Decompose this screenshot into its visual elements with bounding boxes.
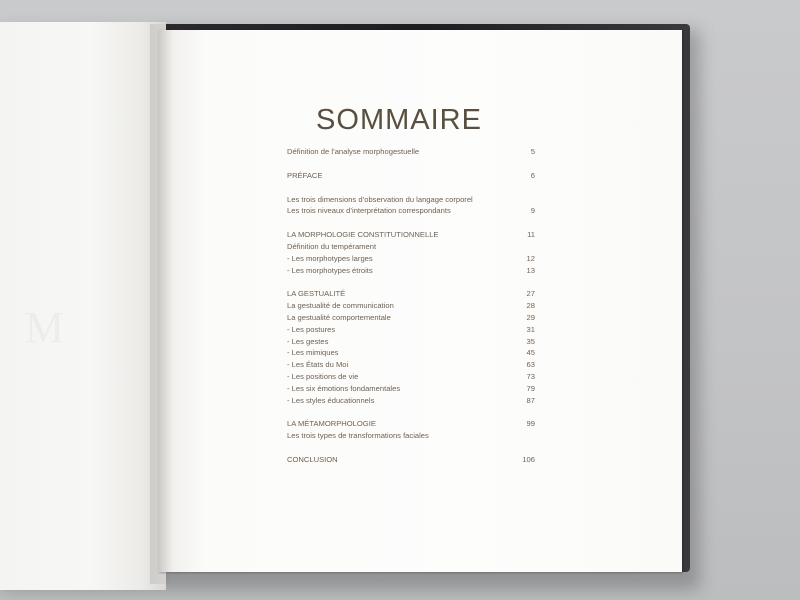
toc-entry-page: 79: [526, 383, 535, 393]
toc-entry-page: 5: [530, 147, 535, 156]
toc-entry-label: LA GESTUALITÉ: [287, 289, 346, 299]
toc-group-spacer: [287, 406, 535, 418]
toc-entry: [287, 371, 535, 383]
toc-entry-page: 99: [526, 419, 535, 429]
toc-entry-page: 63: [526, 360, 535, 370]
toc-entry-page: 12: [526, 253, 535, 263]
toc-entry-label: Les trois niveaux d’interprétation correspondants: [287, 206, 451, 216]
toc-entry-label: PRÉFACE: [287, 170, 323, 180]
toc-entry-page: 87: [526, 395, 535, 405]
toc-entry: [287, 265, 535, 277]
toc-group-spacer: [287, 158, 535, 170]
toc-entry-page: [519, 241, 535, 253]
toc-entry-label: - Les positions de vie: [287, 371, 359, 381]
toc-entry-page: 13: [526, 265, 535, 275]
toc-entry: [287, 336, 535, 348]
toc-entry-page: 73: [526, 371, 535, 381]
toc-entry-label: - Les mimiques: [287, 348, 339, 358]
toc-title: SOMMAIRE: [316, 104, 482, 136]
toc-entry: [287, 300, 535, 312]
toc-entry-page: 28: [526, 301, 535, 311]
toc-entry: [287, 324, 535, 336]
toc-entry-page: 6: [530, 170, 535, 180]
toc-entry-page: 29: [526, 312, 535, 322]
toc-entry: [287, 229, 535, 241]
toc-entry-label: Définition du tempérament: [287, 241, 377, 251]
toc-entry-label: CONCLUSION: [287, 454, 338, 464]
table-of-contents: [287, 146, 535, 466]
toc-entry-label: - Les postures: [287, 324, 336, 334]
toc-group-spacer: [287, 182, 535, 194]
toc-entry-label: LA MÉTAMORPHOLOGIE: [287, 419, 376, 429]
toc-entry-label: - Les six émotions fondamentales: [287, 383, 401, 393]
show-through-mark: [25, 302, 66, 353]
toc-entry-page: [519, 194, 535, 206]
toc-entry-label: Les trois types de transformations faciales: [287, 431, 429, 441]
toc-entry: [287, 418, 535, 430]
toc-group-spacer: [287, 442, 535, 454]
toc-entry-page: 9: [530, 206, 535, 216]
toc-entry-label: LA MORPHOLOGIE CONSTITUTIONNELLE: [287, 230, 439, 240]
toc-entry: [287, 170, 535, 182]
toc-entry: [287, 383, 535, 395]
toc-entry-label: Les trois dimensions d’observation du langage corporel: [287, 194, 473, 204]
toc-entry-page: [519, 430, 535, 442]
left-page: [0, 22, 166, 590]
toc-entry-label: - Les styles éducationnels: [287, 395, 375, 405]
toc-entry-label: Définition de l’analyse morphogestuelle: [287, 147, 420, 156]
toc-entry: [287, 205, 535, 217]
toc-entry: [287, 395, 535, 407]
toc-entry: [287, 359, 535, 371]
toc-entry-label: - Les morphotypes larges: [287, 253, 373, 263]
toc-entry-label: La gestualité comportementale: [287, 312, 391, 322]
toc-entry-page: 11: [527, 230, 535, 240]
toc-entry: [287, 194, 535, 206]
toc-entry-page: 106: [522, 454, 535, 464]
toc-group-spacer: [287, 276, 535, 288]
toc-entry-page: 27: [526, 289, 535, 299]
toc-entry-label: La gestualité de communication: [287, 301, 394, 311]
toc-entry-label: - Les gestes: [287, 336, 329, 346]
toc-entry: [287, 347, 535, 359]
toc-entry-page: 45: [526, 348, 535, 358]
toc-entry-page: 31: [526, 324, 535, 334]
toc-entry: [287, 241, 535, 253]
toc-entry: [287, 454, 535, 466]
toc-group-spacer: [287, 217, 535, 229]
toc-entry: [287, 312, 535, 324]
toc-entry-label: - Les morphotypes étroits: [287, 265, 373, 275]
toc-entry: [287, 253, 535, 265]
toc-entry: [287, 146, 535, 158]
toc-entry-label: - Les États du Moi: [287, 360, 349, 370]
toc-entry-page: 35: [526, 336, 535, 346]
toc-entry: [287, 288, 535, 300]
toc-entry: [287, 430, 535, 442]
